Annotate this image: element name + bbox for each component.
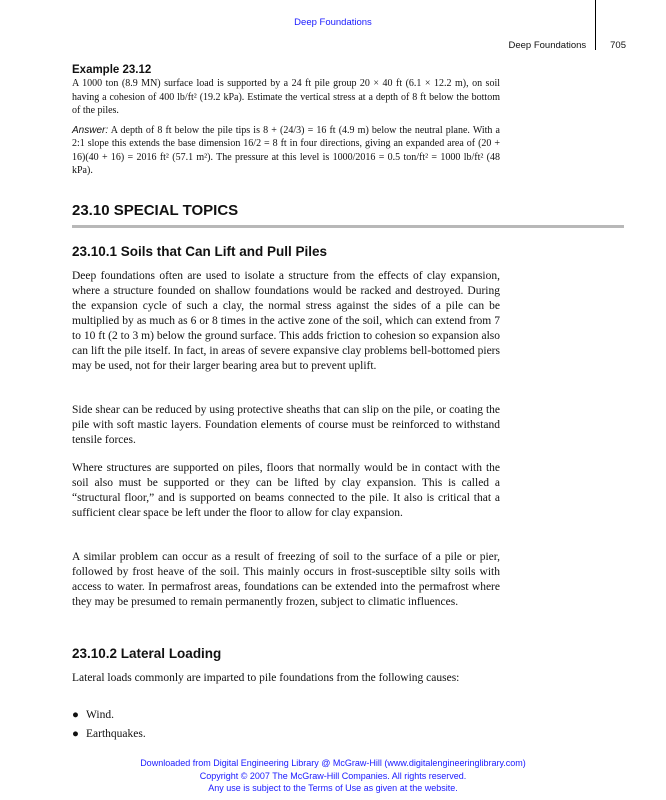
list-item-text: Earthquakes.	[86, 728, 146, 740]
footer-terms-link[interactable]: Any use is subject to the Terms of Use as given at the website.	[208, 783, 458, 793]
causes-list	[72, 708, 146, 746]
paragraph-3: Where structures are supported on piles, floors that normally would be in contact with the soil also must be supported or they can be lifted by clay expansion. This is called a “structural floor,” and is supported on beams connected to the pile. It also is critical that a sufficient clear space be left under the floor to allow for clay expansion.	[72, 462, 500, 519]
subsection-title-2: 23.10.2 Lateral Loading	[72, 646, 222, 661]
section-title: 23.10 SPECIAL TOPICS	[72, 202, 239, 219]
paragraph-1: Deep foundations often are used to isolate a structure from the effects of clay expansion, where a structure founded on shallow foundations would be racked and destroyed. During the expansion cycle of such a clay, the normal stress against the sides of a pile can be multiplied by as much as 6 or 8 times in the active zone of the soil, which can extend from 7 to 10 ft (2 to 3 m) below the ground surface. This adds friction to cohesion so expansion also can lift the pile itself. In fact, in areas of severe expansive clay problems bell-bottomed piers may be used, not for their larger bearing area but to prevent uplift.	[72, 270, 500, 372]
section-rule	[72, 225, 624, 228]
footer	[0, 757, 666, 795]
running-head	[509, 40, 627, 51]
paragraph-4: A similar problem can occur as a result of freezing of soil to the surface of a pile or pier, followed by frost heave of the soil. This mainly occurs in frost-susceptible silty soils with access to water. In permafrost areas, foundations can be extended into the permafrost where they may be presumed to remain permanently frozen, subject to climatic influences.	[72, 551, 500, 608]
running-title: Deep Foundations	[508, 40, 587, 51]
list-item	[72, 727, 146, 742]
example-answer	[72, 124, 500, 178]
list-item	[72, 708, 146, 723]
answer-label: Answer:	[72, 124, 109, 136]
footer-copyright: Copyright © 2007 The McGraw-Hill Companies. All rights reserved.	[199, 770, 467, 781]
paragraph-5: Lateral loads commonly are imparted to pile foundations from the following causes:	[72, 672, 460, 684]
page-number: 705	[610, 40, 626, 51]
answer-text: A depth of 8 ft below the pile tips is 8 + (24/3) = 16 ft (4.9 m) below the neutral plane. With a 2:1 slope this extends the base dimension 16/2 = 8 ft in four directions, giving an expanded area of (20 + 16)(40 + 16) = 2016 ft² (57.1 m²). The pressure at this level is 1000/2016 = 0.5 ton/ft² = 1000 lb/ft² (48 kPa).	[72, 124, 500, 176]
example-problem: A 1000 ton (8.9 MN) surface load is supported by a 24 ft pile group 20 × 40 ft (6.1 × 12.2 m), on soil having a cohesion of 400 lb/ft² (19.2 kPa). Estimate the vertical stress at a depth of 8 ft below the bottom of the piles.	[72, 78, 500, 116]
list-item-text: Wind.	[86, 709, 114, 721]
example-heading: Example 23.12	[72, 64, 152, 76]
footer-download-link[interactable]: Downloaded from Digital Engineering Library @ McGraw-Hill (www.digitalengineeringlibrary.com)	[140, 758, 526, 768]
example-block	[72, 64, 500, 178]
bullet-icon: ●	[72, 709, 79, 721]
paragraph-2: Side shear can be reduced by using protective sheaths that can slip on the pile, or coating the pile with soft mastic layers. Foundation elements of course must be reinforced to withstand tensile forces.	[72, 404, 500, 446]
bullet-icon: ●	[72, 728, 79, 740]
top-link[interactable]: Deep Foundations	[294, 17, 372, 28]
subsection-title-1: 23.10.1 Soils that Can Lift and Pull Piles	[72, 244, 328, 259]
